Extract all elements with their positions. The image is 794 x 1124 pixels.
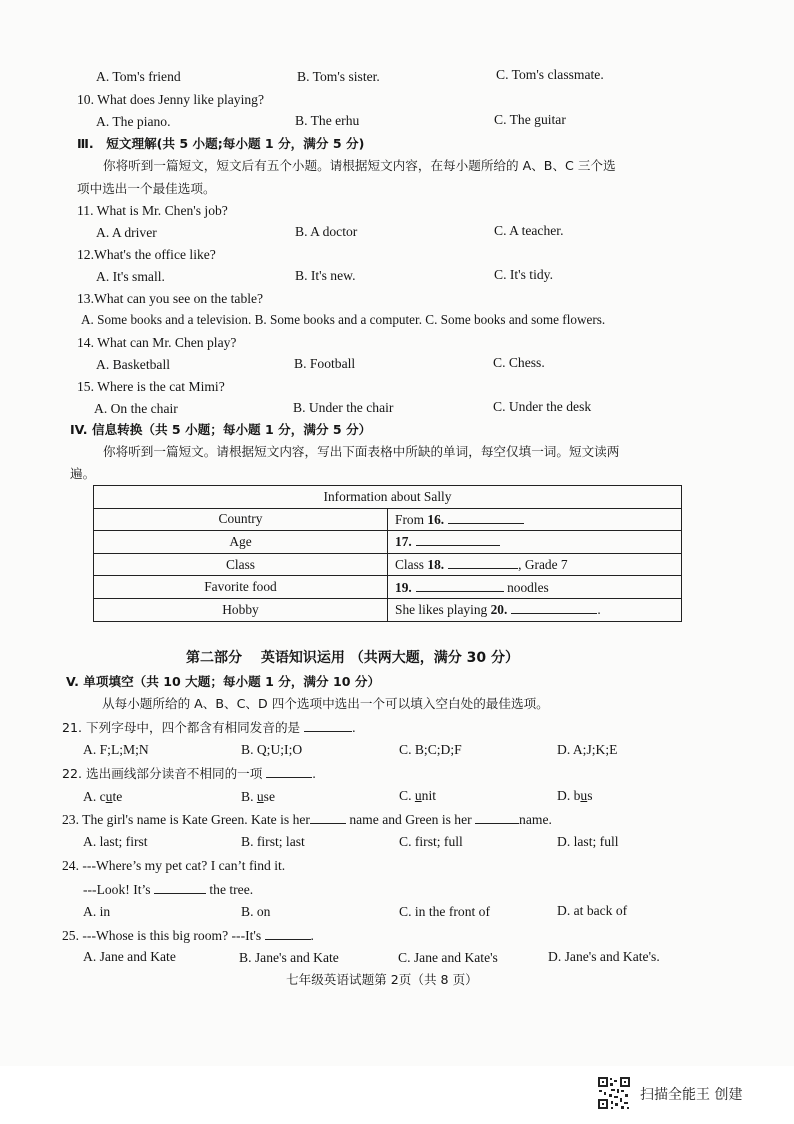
q9-option-b: B. Tom's sister.: [297, 69, 380, 84]
answer-blank-23a[interactable]: [310, 811, 346, 824]
answer-blank-17[interactable]: [416, 533, 500, 546]
section-4-instruction-2: 遍。: [70, 466, 96, 481]
q12-option-c: C. It's tidy.: [494, 267, 553, 282]
answer-blank-19[interactable]: [416, 579, 504, 592]
q22-option-a: A. cute: [83, 789, 123, 804]
q14-stem: 14. What can Mr. Chen play?: [77, 335, 237, 350]
q25-option-a: A. Jane and Kate: [83, 949, 176, 964]
section-3-instruction-1: 你将听到一篇短文，短文后有五个小题。请根据短文内容，在每小题所给的 A、B、C 三个选: [103, 158, 616, 173]
q15-stem: 15. Where is the cat Mimi?: [77, 379, 225, 394]
row-label-hobby: Hobby: [94, 598, 388, 621]
row-label-age: Age: [94, 531, 388, 554]
q23-option-d: D. last; full: [557, 834, 619, 849]
row-value-age: 17.: [388, 531, 682, 554]
answer-blank-23b[interactable]: [475, 811, 519, 824]
answer-blank-18[interactable]: [448, 556, 518, 569]
q22-option-d: D. bus: [557, 788, 593, 803]
answer-blank-16[interactable]: [448, 511, 524, 524]
q13-stem: 13.What can you see on the table?: [77, 291, 264, 306]
q21-option-a: A. F;L;M;N: [83, 742, 149, 757]
q21-option-c: C. B;C;D;F: [399, 742, 462, 757]
q23-option-a: A. last; first: [83, 834, 148, 849]
table-row: [94, 576, 682, 599]
q11-option-a: A. A driver: [96, 225, 157, 240]
scanner-watermark: 扫描全能王 创建: [640, 1087, 743, 1103]
section-5-heading: V. 单项填空（共 10 大题；每小题 1 分，满分 10 分）: [66, 674, 381, 689]
q12-option-a: A. It's small.: [96, 269, 165, 284]
table-row: [94, 508, 682, 531]
row-value-country: From 16.: [388, 508, 682, 531]
q13-options: A. Some books and a television. B. Some books and a computer. C. Some books and some flowers.: [81, 312, 606, 327]
q24-option-b: B. on: [241, 904, 271, 919]
q25-option-b: B. Jane's and Kate: [239, 950, 339, 965]
q10-option-c: C. The guitar: [494, 112, 566, 127]
sally-info-table: [93, 485, 682, 622]
q11-option-c: C. A teacher.: [494, 223, 564, 238]
row-label-country: Country: [94, 508, 388, 531]
q14-option-a: A. Basketball: [96, 357, 170, 372]
q22-option-b: B. use: [241, 789, 275, 804]
q23-stem: 23. The girl's name is Kate Green. Kate is her name and Green is her name.: [62, 812, 552, 827]
q25-option-c: C. Jane and Kate's: [398, 950, 498, 965]
q10-stem: 10. What does Jenny like playing?: [77, 92, 265, 107]
q21-option-b: B. Q;U;I;O: [241, 742, 303, 757]
q9-option-c: C. Tom's classmate.: [496, 67, 604, 82]
q24-option-a: A. in: [83, 904, 111, 919]
q24-line-1: 24. ---Where’s my pet cat? I can’t find it.: [62, 858, 286, 873]
section-3-instruction-2: 项中选出一个最佳选项。: [77, 181, 216, 196]
q21-stem: 21. 下列字母中，四个都含有相同发音的是 .: [62, 720, 356, 735]
section-4-instruction-1: 你将听到一篇短文。请根据短文内容，写出下面表格中所缺的单词，每空仅填一词。短文读两: [103, 444, 620, 459]
part-2-title: 第二部分 英语知识运用 （共两大题，满分 30 分）: [186, 650, 519, 666]
qr-code-icon: [597, 1076, 631, 1110]
row-label-class: Class: [94, 553, 388, 576]
row-value-class: Class 18. , Grade 7: [388, 553, 682, 576]
q10-option-a: A. The piano.: [96, 114, 171, 129]
q15-option-c: C. Under the desk: [493, 399, 592, 414]
q11-stem: 11. What is Mr. Chen's job?: [77, 203, 228, 218]
q21-option-d: D. A;J;K;E: [557, 742, 618, 757]
q12-stem: 12.What's the office like?: [77, 247, 216, 262]
row-label-favorite-food: Favorite food: [94, 576, 388, 599]
page-footer: 七年级英语试题第 2页（共 8 页）: [286, 972, 478, 987]
q15-option-b: B. Under the chair: [293, 400, 394, 415]
q10-option-b: B. The erhu: [295, 113, 360, 128]
q23-option-b: B. first; last: [241, 834, 305, 849]
q11-option-b: B. A doctor: [295, 224, 358, 239]
q23-option-c: C. first; full: [399, 834, 463, 849]
table-row: [94, 531, 682, 554]
section-4-heading: IV. 信息转换（共 5 小题；每小题 1 分，满分 5 分）: [70, 422, 372, 437]
answer-blank-25[interactable]: [265, 927, 311, 940]
q24-line-2: ---Look! It’s the tree.: [83, 882, 254, 897]
q25-stem: 25. ---Whose is this big room? ---It's .: [62, 928, 314, 943]
table-title: Information about Sally: [94, 486, 682, 509]
table-row: [94, 553, 682, 576]
answer-blank-22[interactable]: [266, 765, 312, 778]
answer-blank-21[interactable]: [304, 719, 352, 732]
q15-option-a: A. On the chair: [94, 401, 178, 416]
q12-option-b: B. It's new.: [295, 268, 356, 283]
q14-option-c: C. Chess.: [493, 355, 545, 370]
answer-blank-24[interactable]: [154, 881, 206, 894]
answer-blank-20[interactable]: [511, 601, 597, 614]
table-row: [94, 598, 682, 621]
q24-option-c: C. in the front of: [399, 904, 490, 919]
section-3-heading: Ⅲ. 短文理解(共 5 小题;每小题 1 分，满分 5 分): [77, 136, 365, 151]
row-value-favorite-food: 19. noodles: [388, 576, 682, 599]
q14-option-b: B. Football: [294, 356, 356, 371]
section-5-instruction: 从每小题所给的 A、B、C、D 四个选项中选出一个可以填入空白处的最佳选项。: [102, 696, 549, 711]
q25-option-d: D. Jane's and Kate's.: [548, 949, 660, 964]
q22-option-c: C. unit: [399, 788, 437, 803]
q24-option-d: D. at back of: [557, 903, 628, 918]
q22-stem: 22. 选出画线部分读音不相同的一项 .: [62, 766, 316, 781]
row-value-hobby: She likes playing 20. .: [388, 598, 682, 621]
q9-option-a: A. Tom's friend: [96, 69, 181, 84]
